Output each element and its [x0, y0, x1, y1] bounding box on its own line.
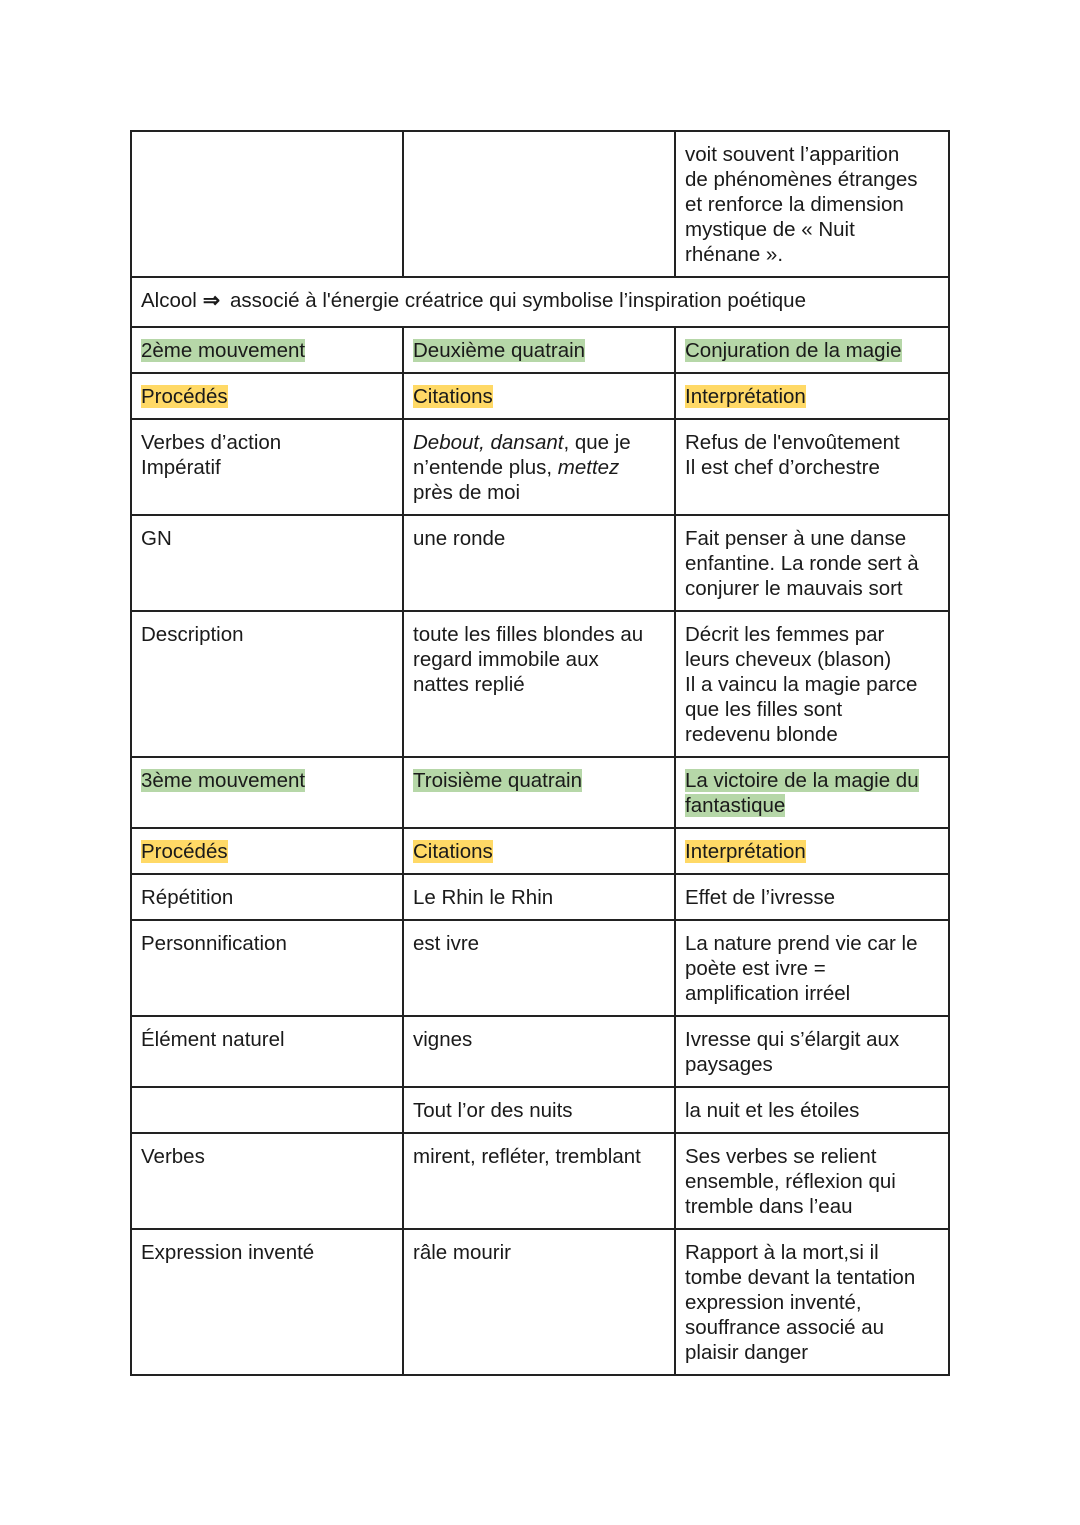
header-interpretation: Interprétation: [685, 385, 806, 408]
stanza-label: Deuxième quatrain: [413, 339, 586, 362]
header-procedes: Procédés: [141, 385, 228, 408]
header-cell: [131, 373, 403, 419]
alcool-note-cell: [131, 277, 949, 327]
movement-cell: [131, 757, 403, 828]
movement-header-row: [131, 757, 949, 828]
procede-cell: Verbes: [131, 1133, 403, 1229]
alcool-note-text: associé à l'énergie créatrice qui symbolise l’inspiration poétique: [230, 289, 806, 312]
theme-label: La victoire de la magie du fantastique: [685, 769, 919, 817]
header-citations: Citations: [413, 385, 493, 408]
header-citations: Citations: [413, 840, 493, 863]
alcool-word: Alcool: [141, 289, 197, 312]
column-header-row: [131, 373, 949, 419]
theme-cell: [675, 757, 949, 828]
table-row: [131, 611, 949, 757]
procede-cell: Personnification: [131, 920, 403, 1016]
stanza-label: Troisième quatrain: [413, 769, 583, 792]
citation-text: , que je n’entende plus,: [413, 431, 631, 479]
interpretation-cell: la nuit et les étoiles: [675, 1087, 949, 1133]
procede-cell: Élément naturel: [131, 1016, 403, 1087]
movement-label: 3ème mouvement: [141, 769, 306, 792]
header-interpretation: Interprétation: [685, 840, 806, 863]
table-row: [131, 1016, 949, 1087]
procede-cell: [131, 1087, 403, 1133]
table-row: [131, 131, 949, 277]
citation-cell: Le Rhin le Rhin: [403, 874, 675, 920]
procede-cell: Description: [131, 611, 403, 757]
interpretation-cell: Refus de l'envoûtement Il est chef d’orchestre: [675, 419, 949, 515]
citation-cell: Tout l’or des nuits: [403, 1087, 675, 1133]
empty-cell: [131, 131, 403, 277]
table-row: [131, 1229, 949, 1375]
interpretation-cell: Rapport à la mort,si il tombe devant la tentation expression inventé, souffrance associé au plaisir danger: [675, 1229, 949, 1375]
interpretation-cell: Décrit les femmes par leurs cheveux (blason) Il a vaincu la magie parce que les filles sont redevenu blonde: [675, 611, 949, 757]
interpretation-cell: La nature prend vie car le poète est ivre = amplification irréel: [675, 920, 949, 1016]
procede-cell: Répétition: [131, 874, 403, 920]
empty-cell: [403, 131, 675, 277]
interpretation-cell: Fait penser à une danse enfantine. La ronde sert à conjurer le mauvais sort: [675, 515, 949, 611]
movement-label: 2ème mouvement: [141, 339, 306, 362]
theme-cell: [675, 327, 949, 373]
citation-cell: râle mourir: [403, 1229, 675, 1375]
procede-cell: Expression inventé: [131, 1229, 403, 1375]
movement-header-row: [131, 327, 949, 373]
procede-cell: GN: [131, 515, 403, 611]
header-cell: [403, 373, 675, 419]
interpretation-cell: voit souvent l’apparition de phénomènes étranges et renforce la dimension mystique de « Nuit rhénane ».: [675, 131, 949, 277]
table-row: [131, 874, 949, 920]
table-row: [131, 1087, 949, 1133]
citation-italic: Debout, dansant: [413, 431, 564, 454]
citation-cell: vignes: [403, 1016, 675, 1087]
alcool-note-row: [131, 277, 949, 327]
citation-text: près de moi: [413, 481, 521, 504]
header-cell: [131, 828, 403, 874]
movement-cell: [131, 327, 403, 373]
header-cell: [675, 828, 949, 874]
interpretation-cell: Effet de l’ivresse: [675, 874, 949, 920]
stanza-cell: [403, 327, 675, 373]
citation-cell: une ronde: [403, 515, 675, 611]
interpretation-cell: Ivresse qui s’élargit aux paysages: [675, 1016, 949, 1087]
citation-cell: mirent, refléter, tremblant: [403, 1133, 675, 1229]
table-row: [131, 1133, 949, 1229]
citation-cell: [403, 419, 675, 515]
theme-label: Conjuration de la magie: [685, 339, 902, 362]
table-row: [131, 515, 949, 611]
procede-cell: Verbes d’action Impératif: [131, 419, 403, 515]
interpretation-cell: Ses verbes se relient ensemble, réflexion qui tremble dans l’eau: [675, 1133, 949, 1229]
header-procedes: Procédés: [141, 840, 228, 863]
table-row: [131, 920, 949, 1016]
table-row: [131, 419, 949, 515]
header-cell: [675, 373, 949, 419]
citation-cell: toute les filles blondes au regard immobile aux nattes replié: [403, 611, 675, 757]
analysis-table: [130, 130, 950, 1376]
header-cell: [403, 828, 675, 874]
arrow-right-icon: ⇒: [202, 289, 221, 312]
stanza-cell: [403, 757, 675, 828]
column-header-row: [131, 828, 949, 874]
citation-cell: est ivre: [403, 920, 675, 1016]
citation-italic: mettez: [557, 456, 620, 479]
